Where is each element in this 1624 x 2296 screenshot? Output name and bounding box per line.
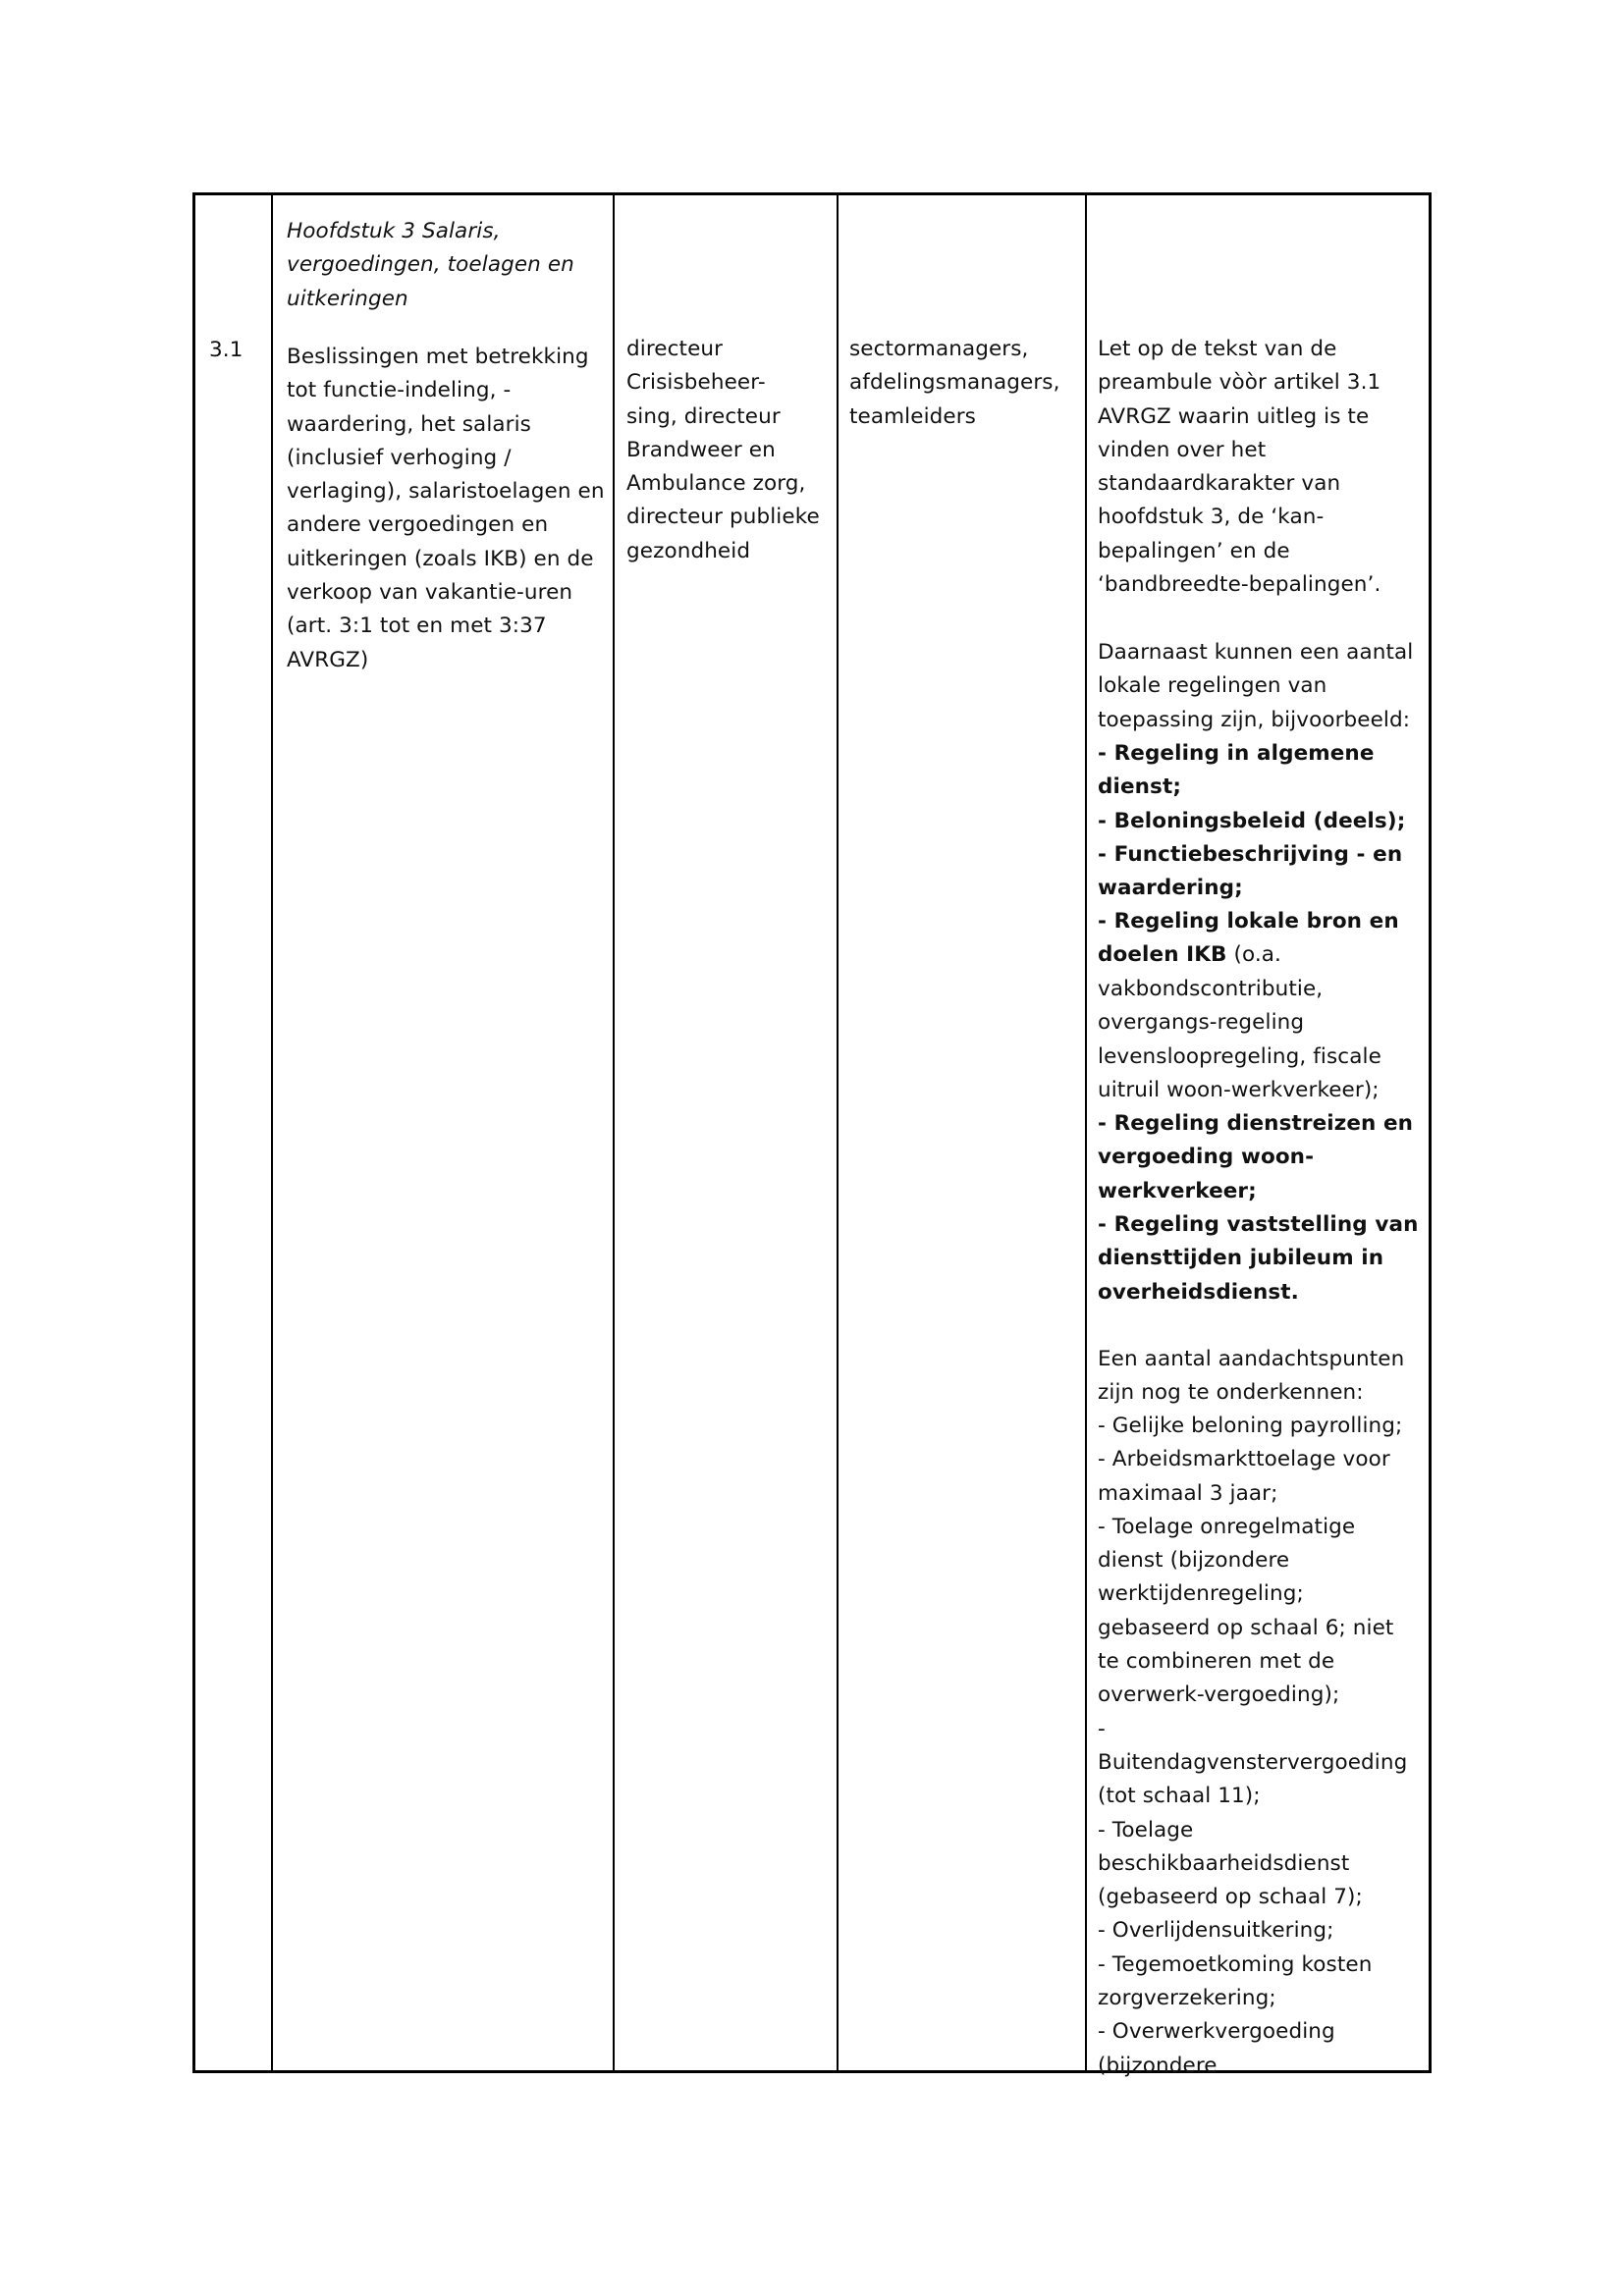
mandate-holders: directeur Crisisbeheer- sing, directeur Brandweer en Ambulance zorg, directeur publieke gezondheid: [626, 337, 820, 563]
column-divider-3: [837, 195, 839, 2070]
local-rule-jubileum: - Regeling vaststelling van diensttijden jubileum in overheidsdienst.: [1098, 1212, 1419, 1305]
local-rules-intro: Daarnaast kunnen een aantal lokale regelingen van toepassing zijn, bijvoorbeeld:: [1098, 640, 1414, 732]
local-rule-beloningsbeleid: - Beloningsbeleid (deels);: [1098, 809, 1406, 833]
column-divider-1: [271, 195, 273, 2070]
local-rule-ikb: [1098, 905, 1399, 973]
attention-intro: Een aantal aandachtspunten zijn nog te onderkennen:: [1098, 1347, 1405, 1406]
local-rule-functiebeschrijving: - Functiebeschrijving - en waardering;: [1098, 842, 1403, 901]
column-divider-4: [1085, 195, 1087, 2070]
attention-points: - Gelijke beloning payrolling; - Arbeidsmarkttoelage voor maximaal 3 jaar; - Toelage onregelmatige dienst (bijzondere werktijdenregeling; gebaseerd op schaal 6; niet te combineren met de overwerk-vergoeding); - Buitendagvenstervergoeding (tot schaal 11); - Toelage beschikbaarheidsdienst (gebaseerd op schaal 7); - Overlijdensuitkering; - Tegemoetkoming kosten zorgverzekering; - Overwerkvergoeding (bijzondere: [1098, 1414, 1408, 2078]
local-rule-dienstreizen: - Regeling dienstreizen en vergoeding woon- werkverkeer;: [1098, 1111, 1414, 1203]
column-divider-2: [613, 195, 615, 2070]
sub-mandate-holders: sectormanagers, afdelingsmanagers, teamleiders: [849, 337, 1060, 429]
local-rule-ikb-title-line2: doelen IKB: [1098, 942, 1227, 968]
local-rule-ikb-line2: [1098, 938, 1399, 972]
local-rule-ikb-details: vakbondscontributie, overgangs-regeling levensloopregeling, fiscale uitruil woon-werkverkeer);: [1098, 977, 1381, 1102]
section-heading: Hoofdstuk 3 Salaris, vergoedingen, toelagen en uitkeringen: [287, 219, 574, 311]
local-rule-ikb-title-line1: - Regeling lokale bron en: [1098, 909, 1399, 934]
decision-description: Beslissingen met betrekking tot functie-indeling, - waardering, het salaris (inclusief verhoging / verlaging), salaristoelagen en andere vergoedingen en uitkeringen (zoals IKB) en de verkoop van vakantie-uren (art. 3:1 tot en met 3:37 AVRGZ): [287, 345, 605, 672]
local-rule-algemene-dienst: - Regeling in algemene dienst;: [1098, 741, 1375, 800]
remarks-intro: Let op de tekst van de preambule vòòr artikel 3.1 AVRGZ waarin uitleg is te vinden over het standaardkarakter van hoofdstuk 3, de ‘kan- bepalingen’ en de ‘bandbreedte-bepalingen’.: [1098, 337, 1381, 598]
article-number: 3.1: [209, 338, 244, 362]
local-rule-ikb-note-start: (o.a.: [1226, 942, 1281, 968]
